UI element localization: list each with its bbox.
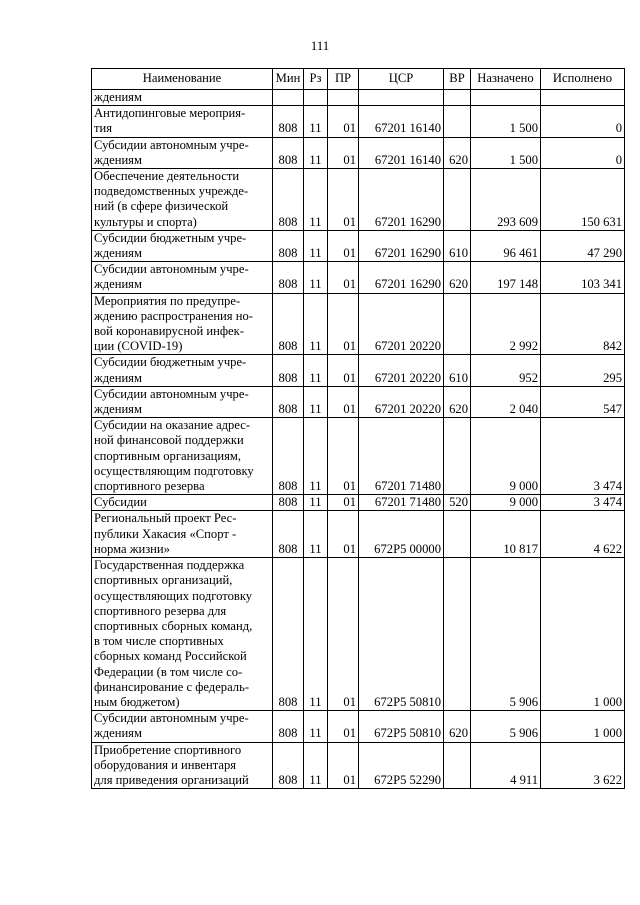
cell-rz: [304, 90, 328, 106]
cell-name: ждениям: [92, 90, 273, 106]
cell-vr: 620: [444, 262, 471, 293]
cell-min: 808: [273, 169, 304, 231]
cell-name: Субсидии бюджетным учре- ждениям: [92, 355, 273, 386]
cell-pr: [328, 90, 359, 106]
cell-name: Субсидии бюджетным учре- ждениям: [92, 230, 273, 261]
cell-csr: 67201 16140: [359, 137, 444, 168]
cell-rz: 11: [304, 558, 328, 711]
cell-assigned: 2 040: [471, 386, 541, 417]
cell-vr: 620: [444, 386, 471, 417]
cell-rz: 11: [304, 495, 328, 511]
cell-min: 808: [273, 262, 304, 293]
cell-min: 808: [273, 106, 304, 137]
cell-csr: 672P5 50810: [359, 558, 444, 711]
cell-csr: 67201 20220: [359, 386, 444, 417]
cell-executed: 3 474: [541, 495, 625, 511]
cell-csr: 672P5 52290: [359, 742, 444, 789]
cell-pr: 01: [328, 106, 359, 137]
cell-assigned: 293 609: [471, 169, 541, 231]
cell-min: 808: [273, 558, 304, 711]
table-row: [92, 137, 625, 168]
cell-pr: 01: [328, 495, 359, 511]
column-header-rz: Рз: [304, 69, 328, 90]
cell-rz: 11: [304, 386, 328, 417]
page-number: 111: [310, 38, 330, 53]
cell-vr: [444, 106, 471, 137]
cell-pr: 01: [328, 355, 359, 386]
cell-rz: 11: [304, 169, 328, 231]
cell-min: 808: [273, 511, 304, 558]
cell-csr: 67201 71480: [359, 418, 444, 495]
table-row: [92, 355, 625, 386]
cell-vr: [444, 293, 471, 355]
cell-executed: 103 341: [541, 262, 625, 293]
table-row: [92, 495, 625, 511]
cell-csr: 672P5 50810: [359, 711, 444, 742]
cell-csr: 67201 16290: [359, 169, 444, 231]
cell-min: 808: [273, 293, 304, 355]
cell-pr: 01: [328, 137, 359, 168]
cell-name: Обеспечение деятельности подведомственных учрежде- ний (в сфере физической культуры и спорта): [92, 169, 273, 231]
cell-vr: [444, 742, 471, 789]
column-header-executed: Исполнено: [541, 69, 625, 90]
table-row: [92, 711, 625, 742]
cell-pr: 01: [328, 262, 359, 293]
budget-table: [91, 68, 625, 789]
cell-csr: 672P5 00000: [359, 511, 444, 558]
cell-vr: [444, 511, 471, 558]
column-header-name: Наименование: [92, 69, 273, 90]
cell-min: 808: [273, 742, 304, 789]
cell-name: Субсидии автономным учре- ждениям: [92, 262, 273, 293]
cell-name: Субсидии на оказание адрес- ной финансовой поддержки спортивным организациям, осуществляющим подготовку спортивного резерва: [92, 418, 273, 495]
cell-vr: [444, 558, 471, 711]
table-body: [92, 90, 625, 789]
cell-rz: 11: [304, 262, 328, 293]
cell-assigned: 96 461: [471, 230, 541, 261]
cell-vr: [444, 90, 471, 106]
cell-pr: 01: [328, 742, 359, 789]
cell-vr: 610: [444, 230, 471, 261]
column-header-assigned: Назначено: [471, 69, 541, 90]
column-header-csr: ЦСР: [359, 69, 444, 90]
table-row: [92, 106, 625, 137]
cell-name: Приобретение спортивного оборудования и инвентаря для приведения организаций: [92, 742, 273, 789]
cell-pr: 01: [328, 169, 359, 231]
cell-executed: 4 622: [541, 511, 625, 558]
cell-pr: 01: [328, 386, 359, 417]
column-header-min: Мин: [273, 69, 304, 90]
cell-rz: 11: [304, 511, 328, 558]
cell-executed: 47 290: [541, 230, 625, 261]
cell-name: Государственная поддержка спортивных организаций, осуществляющих подготовку спортивного резерва для спортивных сборных команд, в том числе спортивных сборных команд Российской Федерации (в том числе со- финансирование с федераль- ным бюджетом): [92, 558, 273, 711]
table-row: [92, 230, 625, 261]
cell-rz: 11: [304, 230, 328, 261]
cell-name: Субсидии автономным учре- ждениям: [92, 711, 273, 742]
cell-csr: 67201 20220: [359, 355, 444, 386]
cell-executed: 150 631: [541, 169, 625, 231]
cell-assigned: 2 992: [471, 293, 541, 355]
cell-assigned: 10 817: [471, 511, 541, 558]
table-row: [92, 558, 625, 711]
cell-executed: 842: [541, 293, 625, 355]
cell-vr: 620: [444, 711, 471, 742]
cell-pr: 01: [328, 418, 359, 495]
column-header-vr: ВР: [444, 69, 471, 90]
cell-assigned: 952: [471, 355, 541, 386]
cell-assigned: 1 500: [471, 106, 541, 137]
cell-pr: 01: [328, 293, 359, 355]
cell-vr: 610: [444, 355, 471, 386]
cell-rz: 11: [304, 355, 328, 386]
cell-name: Субсидии автономным учре- ждениям: [92, 137, 273, 168]
cell-assigned: 9 000: [471, 495, 541, 511]
table-row: [92, 418, 625, 495]
cell-min: 808: [273, 495, 304, 511]
cell-executed: 295: [541, 355, 625, 386]
cell-name: Мероприятия по предупре- ждению распространения но- вой коронавирусной инфек- ции (COVID-19): [92, 293, 273, 355]
cell-executed: 547: [541, 386, 625, 417]
cell-csr: 67201 20220: [359, 293, 444, 355]
cell-rz: 11: [304, 293, 328, 355]
cell-executed: [541, 90, 625, 106]
cell-assigned: 5 906: [471, 711, 541, 742]
cell-name: Субсидии: [92, 495, 273, 511]
cell-min: 808: [273, 230, 304, 261]
cell-assigned: 4 911: [471, 742, 541, 789]
cell-assigned: 1 500: [471, 137, 541, 168]
table-row: [92, 511, 625, 558]
cell-vr: 620: [444, 137, 471, 168]
table-row: [92, 293, 625, 355]
cell-min: 808: [273, 386, 304, 417]
table-row: [92, 742, 625, 789]
cell-executed: 1 000: [541, 558, 625, 711]
table-row: [92, 386, 625, 417]
cell-min: 808: [273, 711, 304, 742]
table-header-row: [92, 69, 625, 90]
cell-executed: 1 000: [541, 711, 625, 742]
table-row: [92, 262, 625, 293]
cell-min: 808: [273, 355, 304, 386]
cell-pr: 01: [328, 558, 359, 711]
cell-min: 808: [273, 137, 304, 168]
cell-rz: 11: [304, 742, 328, 789]
cell-name: Региональный проект Рес- публики Хакасия «Спорт - норма жизни»: [92, 511, 273, 558]
cell-name: Антидопинговые мероприя- тия: [92, 106, 273, 137]
cell-csr: [359, 90, 444, 106]
cell-executed: 3 622: [541, 742, 625, 789]
cell-executed: 0: [541, 106, 625, 137]
cell-vr: 520: [444, 495, 471, 511]
cell-rz: 11: [304, 106, 328, 137]
cell-assigned: 5 906: [471, 558, 541, 711]
cell-vr: [444, 169, 471, 231]
cell-csr: 67201 16290: [359, 262, 444, 293]
cell-assigned: 9 000: [471, 418, 541, 495]
cell-csr: 67201 16290: [359, 230, 444, 261]
cell-assigned: 197 148: [471, 262, 541, 293]
cell-csr: 67201 71480: [359, 495, 444, 511]
cell-min: [273, 90, 304, 106]
table-row: [92, 169, 625, 231]
cell-csr: 67201 16140: [359, 106, 444, 137]
cell-rz: 11: [304, 418, 328, 495]
cell-vr: [444, 418, 471, 495]
cell-pr: 01: [328, 230, 359, 261]
cell-executed: 0: [541, 137, 625, 168]
cell-pr: 01: [328, 711, 359, 742]
cell-rz: 11: [304, 711, 328, 742]
column-header-pr: ПР: [328, 69, 359, 90]
cell-rz: 11: [304, 137, 328, 168]
cell-name: Субсидии автономным учре- ждениям: [92, 386, 273, 417]
cell-assigned: [471, 90, 541, 106]
cell-executed: 3 474: [541, 418, 625, 495]
table-row: [92, 90, 625, 106]
cell-pr: 01: [328, 511, 359, 558]
cell-min: 808: [273, 418, 304, 495]
